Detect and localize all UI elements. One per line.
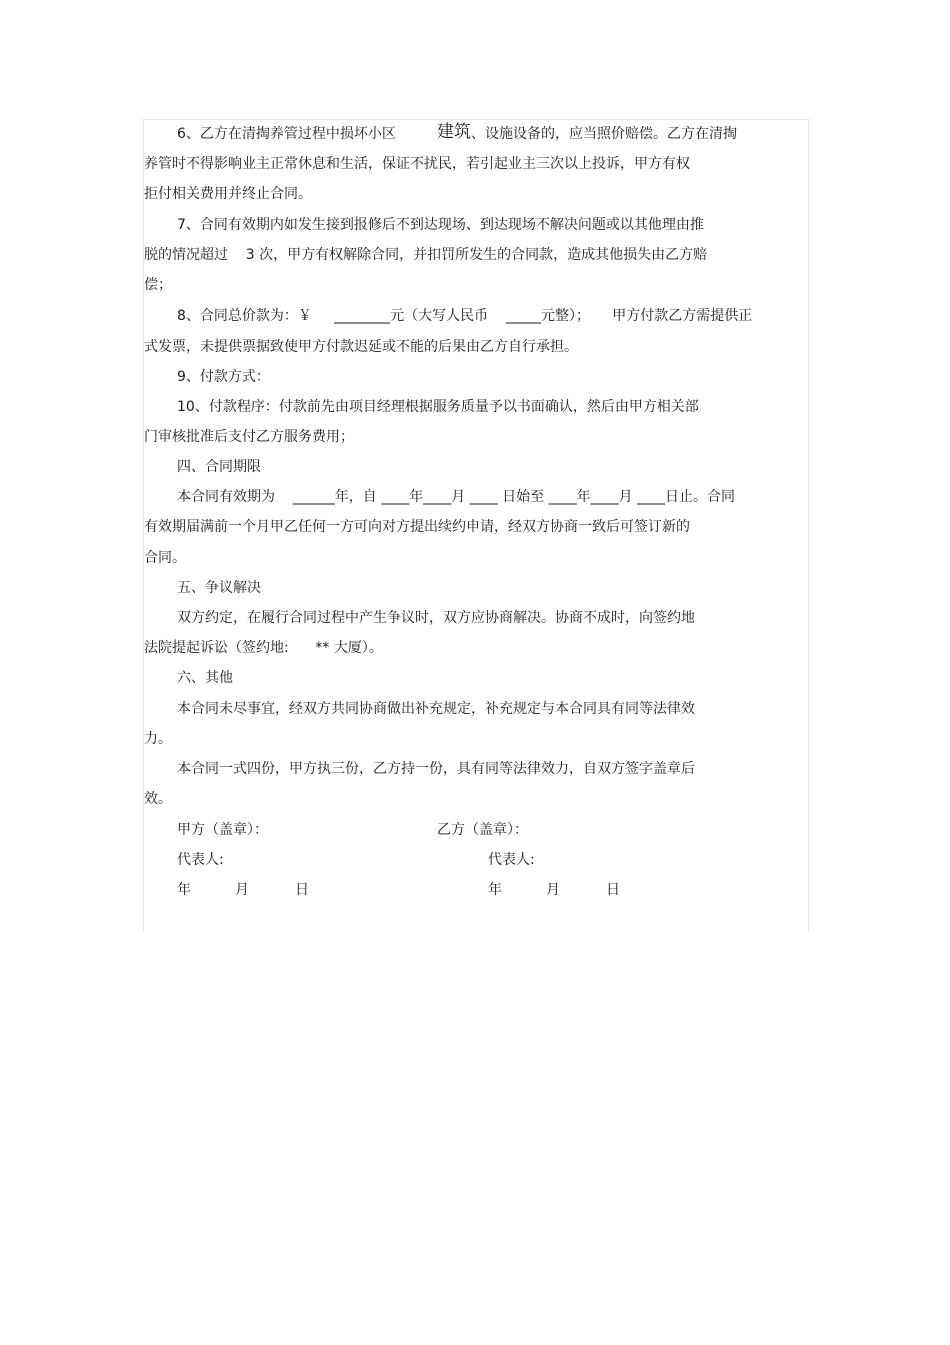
clause-6-line-2: 养管时不得影响业主正常休息和生活，保证不扰民，若引起业主三次以上投诉，甲方有权: [144, 156, 690, 172]
section-4-heading: 四、合同期限: [177, 459, 261, 475]
clause-10-line-2: 门审核批准后支付乙方服务费用；: [144, 429, 354, 445]
party-a-date-year: 年: [177, 882, 191, 898]
section-6-heading: 六、其他: [177, 670, 233, 686]
section-4-line-1: 本合同有效期为 ______年，自 ____年____月 ____ 日始至 ____年____月 ____日止。合同: [177, 489, 736, 505]
clause-10-line-1: 10、付款程序：付款前先由项目经理根据服务质量予以书面确认，然后由甲方相关部: [177, 399, 699, 415]
party-b-date-year: 年: [488, 882, 502, 898]
section-4-line-2: 有效期届满前一个月甲乙任何一方可向对方提出续约申请，经双方协商一致后可签订新的: [144, 519, 690, 535]
section-6-para-2-line-2: 效。: [144, 791, 172, 807]
party-a-representative-label: 代表人:: [177, 852, 224, 868]
party-a-date-month: 月: [235, 882, 249, 898]
clause-6-line-1b: 建筑: [437, 122, 471, 142]
party-b-representative-label: 代表人:: [488, 852, 535, 868]
clause-6-line-1a: 6、乙方在清掏养管过程中损坏小区: [177, 126, 396, 142]
section-6-para-1-line-2: 力。: [144, 731, 172, 747]
clause-7-line-2: 脱的情况超过 3 次，甲方有权解除合同，并扣罚所发生的合同款，造成其他损失由乙方赔: [144, 247, 708, 263]
section-6-para-1-line-1: 本合同未尽事宜，经双方共同协商做出补充规定，补充规定与本合同具有同等法律效: [177, 701, 695, 717]
clause-6-line-3: 拒付相关费用并终止合同。: [144, 186, 312, 202]
section-5-line-2: 法院提起诉讼（签约地: ** 大厦）。: [144, 640, 383, 656]
section-4-line-3: 合同。: [144, 550, 186, 566]
clause-8-line-2: 式发票，未提供票据致使甲方付款迟延或不能的后果由乙方自行承担。: [144, 339, 578, 355]
party-a-date-day: 日: [295, 882, 309, 898]
clause-7-line-1: 7、合同有效期内如发生接到报修后不到达现场、到达现场不解决问题或以其他理由推: [177, 217, 704, 233]
party-b-seal-label: 乙方（盖章）：: [437, 822, 528, 838]
clause-8-line-1: 8、合同总价款为：￥ ________元（大写人民币 _____元整）； 甲方付款乙方需提供正: [177, 308, 753, 324]
party-a-seal-label: 甲方（盖章）：: [177, 822, 268, 838]
section-5-line-1: 双方约定，在履行合同过程中产生争议时，双方应协商解决。协商不成时，向签约地: [177, 610, 695, 626]
clause-9-line-1: 9、付款方式：: [177, 369, 270, 385]
party-b-date-day: 日: [606, 882, 620, 898]
clause-7-line-3: 偿；: [144, 277, 172, 293]
clause-6-line-1c: 、设施设备的，应当照价赔偿。乙方在清掏: [471, 126, 737, 142]
party-b-date-month: 月: [546, 882, 560, 898]
section-5-heading: 五、争议解决: [177, 580, 261, 596]
section-6-para-2-line-1: 本合同一式四份，甲方执三份，乙方持一份，具有同等法律效力，自双方签字盖章后: [177, 761, 695, 777]
